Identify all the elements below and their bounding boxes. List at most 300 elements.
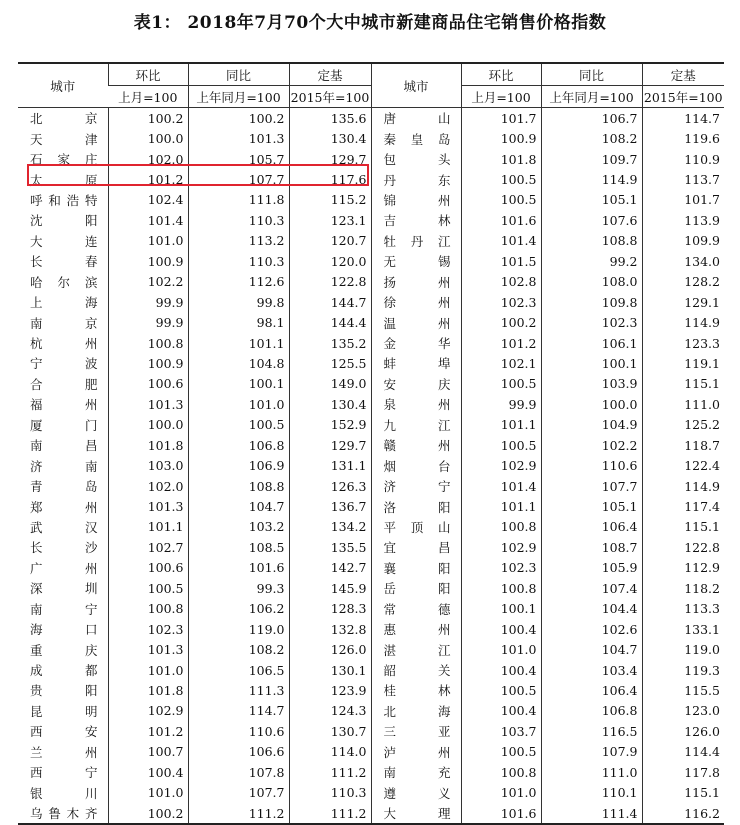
dj-value-left: 152.9 <box>289 415 371 435</box>
hb-value-left: 99.9 <box>108 312 188 332</box>
hb-value-right: 99.9 <box>461 394 541 414</box>
hb-value-left: 100.2 <box>108 803 188 824</box>
tb-value-left: 103.2 <box>188 517 289 537</box>
table-row <box>18 782 724 802</box>
tb-value-left: 108.8 <box>188 476 289 496</box>
hb-value-left: 102.9 <box>108 701 188 721</box>
dj-value-right: 122.4 <box>642 455 724 475</box>
table-row <box>18 149 724 169</box>
tb-value-left: 101.1 <box>188 333 289 353</box>
hb-value-right: 102.1 <box>461 353 541 373</box>
hb-value-right: 100.5 <box>461 169 541 189</box>
hb-value-right: 100.8 <box>461 578 541 598</box>
tb-value-left: 111.3 <box>188 680 289 700</box>
tb-value-right: 104.9 <box>541 415 642 435</box>
city-name-left: 南宁 <box>30 601 98 617</box>
tb-value-right: 106.1 <box>541 333 642 353</box>
city-name-right: 烟台 <box>371 455 461 475</box>
dj-value-right: 119.0 <box>642 639 724 659</box>
dj-value-left: 130.4 <box>289 128 371 148</box>
hb-value-right: 100.2 <box>461 312 541 332</box>
hb-value-right: 101.8 <box>461 149 541 169</box>
tb-value-left: 101.6 <box>188 558 289 578</box>
table-row <box>18 128 724 148</box>
city-name-right: 扬州 <box>371 272 461 292</box>
table-row <box>18 639 724 659</box>
dj-value-left: 123.1 <box>289 210 371 230</box>
city-name-right: 九江 <box>371 415 461 435</box>
dj-value-right: 101.7 <box>642 190 724 210</box>
tb-value-right: 109.8 <box>541 292 642 312</box>
tb-value-right: 103.9 <box>541 374 642 394</box>
tb-value-left: 111.2 <box>188 803 289 824</box>
hb-base-right: 上月=100 <box>461 86 541 108</box>
hb-value-left: 101.0 <box>108 231 188 251</box>
hb-value-right: 102.8 <box>461 272 541 292</box>
dj-value-left: 130.7 <box>289 721 371 741</box>
hb-value-right: 100.4 <box>461 660 541 680</box>
hb-value-right: 101.1 <box>461 415 541 435</box>
table-row <box>18 517 724 537</box>
dj-value-right: 118.2 <box>642 578 724 598</box>
tb-value-left: 110.3 <box>188 251 289 271</box>
table-row <box>18 558 724 578</box>
hb-value-left: 100.8 <box>108 599 188 619</box>
tb-value-right: 106.8 <box>541 701 642 721</box>
table-row <box>18 455 724 475</box>
city-name-right: 宜昌 <box>371 537 461 557</box>
dj-value-right: 122.8 <box>642 537 724 557</box>
city-name-right: 北海 <box>371 701 461 721</box>
table-row <box>18 742 724 762</box>
hb-value-left: 101.8 <box>108 435 188 455</box>
dj-value-right: 126.0 <box>642 721 724 741</box>
dj-value-right: 114.9 <box>642 312 724 332</box>
dj-value-left: 135.2 <box>289 333 371 353</box>
table-row <box>18 578 724 598</box>
hb-value-left: 101.3 <box>108 496 188 516</box>
hb-value-right: 101.7 <box>461 108 541 129</box>
hb-value-right: 101.5 <box>461 251 541 271</box>
city-name-right: 温州 <box>371 312 461 332</box>
dj-value-right: 134.0 <box>642 251 724 271</box>
table-row <box>18 169 724 189</box>
city-name-left: 西安 <box>30 724 98 740</box>
tb-value-right: 107.4 <box>541 578 642 598</box>
hb-value-left: 100.9 <box>108 353 188 373</box>
tb-value-left: 110.3 <box>188 210 289 230</box>
tb-value-right: 102.2 <box>541 435 642 455</box>
table-title: 表1： 2018年7月70个大中城市新建商品住宅销售价格指数 <box>133 13 607 33</box>
tb-value-left: 104.8 <box>188 353 289 373</box>
hb-value-left: 102.4 <box>108 190 188 210</box>
dj-value-left: 123.9 <box>289 680 371 700</box>
dj-value-left: 124.3 <box>289 701 371 721</box>
hb-value-right: 102.9 <box>461 537 541 557</box>
city-name-right: 洛阳 <box>371 496 461 516</box>
table-row <box>18 272 724 292</box>
dj-value-right: 116.2 <box>642 803 724 824</box>
tb-base-left: 上年同月=100 <box>188 86 289 108</box>
city-name-right: 蚌埠 <box>371 353 461 373</box>
hb-value-right: 101.4 <box>461 231 541 251</box>
dj-value-right: 118.7 <box>642 435 724 455</box>
dj-value-right: 117.8 <box>642 762 724 782</box>
hb-value-left: 101.3 <box>108 394 188 414</box>
hb-value-left: 100.6 <box>108 558 188 578</box>
table-row <box>18 251 724 271</box>
dj-value-right: 113.7 <box>642 169 724 189</box>
dj-value-left: 126.3 <box>289 476 371 496</box>
dj-value-right: 133.1 <box>642 619 724 639</box>
tb-value-left: 98.1 <box>188 312 289 332</box>
hb-value-right: 101.0 <box>461 639 541 659</box>
table-row <box>18 210 724 230</box>
city-name-left: 天津 <box>30 131 98 147</box>
city-name-left: 乌鲁木齐 <box>18 803 108 824</box>
city-name-right: 惠州 <box>371 619 461 639</box>
city-name-left: 呼和浩特 <box>30 192 98 208</box>
hb-value-left: 99.9 <box>108 292 188 312</box>
tb-value-right: 102.6 <box>541 619 642 639</box>
city-name-left: 银川 <box>30 785 98 801</box>
city-name-right: 丹东 <box>371 169 461 189</box>
city-name-left: 深圳 <box>30 581 98 597</box>
dj-value-left: 149.0 <box>289 374 371 394</box>
dj-value-right: 113.9 <box>642 210 724 230</box>
dj-value-left: 142.7 <box>289 558 371 578</box>
tb-value-right: 108.8 <box>541 231 642 251</box>
city-name-left: 西宁 <box>30 765 98 781</box>
tb-value-left: 101.0 <box>188 394 289 414</box>
tb-value-left: 107.7 <box>188 782 289 802</box>
hb-value-right: 103.7 <box>461 721 541 741</box>
city-name-left: 海口 <box>30 622 98 638</box>
table-row <box>18 312 724 332</box>
dj-value-left: 110.3 <box>289 782 371 802</box>
city-name-right: 襄阳 <box>371 558 461 578</box>
table-row <box>18 721 724 741</box>
hb-value-right: 100.8 <box>461 517 541 537</box>
hb-value-right: 101.6 <box>461 803 541 824</box>
city-name-left: 南京 <box>30 315 98 331</box>
hb-value-left: 100.5 <box>108 578 188 598</box>
city-name-left: 石家庄 <box>30 152 98 168</box>
hb-value-right: 101.6 <box>461 210 541 230</box>
tb-value-left: 106.9 <box>188 455 289 475</box>
hb-value-left: 101.3 <box>108 639 188 659</box>
city-name-left: 广州 <box>30 560 98 576</box>
tb-value-left: 99.8 <box>188 292 289 312</box>
hb-value-right: 100.5 <box>461 435 541 455</box>
hb-value-left: 100.9 <box>108 251 188 271</box>
tb-value-right: 114.9 <box>541 169 642 189</box>
hb-value-left: 101.0 <box>108 782 188 802</box>
tb-value-left: 106.8 <box>188 435 289 455</box>
tb-base-right: 上年同月=100 <box>541 86 642 108</box>
city-name-left: 合肥 <box>30 376 98 392</box>
tb-value-left: 111.8 <box>188 190 289 210</box>
city-name-left: 贵阳 <box>30 683 98 699</box>
table-row <box>18 803 724 824</box>
hb-header-right: 环比 <box>461 63 541 86</box>
city-header-left: 城市 <box>18 63 108 108</box>
dj-value-right: 114.7 <box>642 108 724 129</box>
city-header-right: 城市 <box>371 63 461 108</box>
hb-base-left: 上月=100 <box>108 86 188 108</box>
city-name-right: 无锡 <box>371 251 461 271</box>
dj-value-left: 111.2 <box>289 803 371 824</box>
dj-value-right: 112.9 <box>642 558 724 578</box>
table-row <box>18 292 724 312</box>
dj-value-right: 114.9 <box>642 476 724 496</box>
hb-value-left: 101.2 <box>108 721 188 741</box>
tb-value-right: 110.1 <box>541 782 642 802</box>
dj-value-right: 129.1 <box>642 292 724 312</box>
city-name-left: 昆明 <box>30 703 98 719</box>
table-row <box>18 599 724 619</box>
tb-value-right: 111.4 <box>541 803 642 824</box>
hb-value-left: 102.7 <box>108 537 188 557</box>
tb-value-left: 114.7 <box>188 701 289 721</box>
hb-value-left: 100.4 <box>108 762 188 782</box>
table-row <box>18 374 724 394</box>
hb-value-right: 102.9 <box>461 455 541 475</box>
tb-value-left: 100.1 <box>188 374 289 394</box>
table-row <box>18 415 724 435</box>
city-name-right: 牡丹江 <box>371 231 461 251</box>
tb-value-left: 108.5 <box>188 537 289 557</box>
hb-value-left: 101.4 <box>108 210 188 230</box>
dj-value-right: 111.0 <box>642 394 724 414</box>
city-name-right: 湛江 <box>371 639 461 659</box>
city-name-right: 安庆 <box>371 374 461 394</box>
dj-value-left: 131.1 <box>289 455 371 475</box>
hb-value-right: 100.4 <box>461 701 541 721</box>
dj-value-left: 136.7 <box>289 496 371 516</box>
hb-value-left: 103.0 <box>108 455 188 475</box>
table-row <box>18 394 724 414</box>
tb-value-right: 102.3 <box>541 312 642 332</box>
table-row <box>18 333 724 353</box>
hb-value-right: 101.0 <box>461 782 541 802</box>
hb-value-left: 100.7 <box>108 742 188 762</box>
tb-value-right: 116.5 <box>541 721 642 741</box>
city-name-right: 赣州 <box>371 435 461 455</box>
hb-value-left: 101.1 <box>108 517 188 537</box>
tb-value-right: 104.4 <box>541 599 642 619</box>
tb-value-left: 104.7 <box>188 496 289 516</box>
hb-value-right: 101.4 <box>461 476 541 496</box>
table-row <box>18 435 724 455</box>
hb-value-left: 101.0 <box>108 660 188 680</box>
tb-value-right: 108.2 <box>541 128 642 148</box>
hb-value-right: 100.5 <box>461 742 541 762</box>
city-name-left: 济南 <box>30 458 98 474</box>
city-name-left: 大连 <box>30 233 98 249</box>
tb-value-left: 108.2 <box>188 639 289 659</box>
tb-value-left: 107.8 <box>188 762 289 782</box>
city-name-right: 韶关 <box>371 660 461 680</box>
hb-value-left: 100.6 <box>108 374 188 394</box>
tb-value-left: 106.2 <box>188 599 289 619</box>
hb-value-right: 100.8 <box>461 762 541 782</box>
dj-value-left: 144.4 <box>289 312 371 332</box>
hb-value-left: 101.2 <box>108 169 188 189</box>
dj-value-left: 144.7 <box>289 292 371 312</box>
dj-value-left: 117.6 <box>289 169 371 189</box>
dj-value-left: 114.0 <box>289 742 371 762</box>
price-index-table <box>18 62 724 825</box>
tb-value-left: 100.2 <box>188 108 289 129</box>
dj-value-left: 135.5 <box>289 537 371 557</box>
tb-value-right: 103.4 <box>541 660 642 680</box>
tb-value-right: 108.7 <box>541 537 642 557</box>
city-name-left: 哈尔滨 <box>30 274 98 290</box>
hb-value-right: 100.4 <box>461 619 541 639</box>
dj-value-right: 113.3 <box>642 599 724 619</box>
tb-value-right: 107.6 <box>541 210 642 230</box>
tb-value-left: 119.0 <box>188 619 289 639</box>
tb-value-right: 106.4 <box>541 680 642 700</box>
city-name-right: 泉州 <box>371 394 461 414</box>
table-row <box>18 496 724 516</box>
dj-value-left: 111.2 <box>289 762 371 782</box>
dj-value-right: 123.0 <box>642 701 724 721</box>
city-name-left: 福州 <box>30 397 98 413</box>
tb-value-right: 111.0 <box>541 762 642 782</box>
header-row-metrics <box>18 63 724 86</box>
tb-value-left: 105.7 <box>188 149 289 169</box>
city-name-right: 南充 <box>371 762 461 782</box>
hb-value-left: 100.0 <box>108 128 188 148</box>
city-name-right: 岳阳 <box>371 578 461 598</box>
dj-value-left: 135.6 <box>289 108 371 129</box>
city-name-left: 太原 <box>30 172 98 188</box>
hb-value-left: 102.0 <box>108 476 188 496</box>
dj-value-right: 115.1 <box>642 782 724 802</box>
city-name-left: 武汉 <box>30 519 98 535</box>
hb-value-left: 102.2 <box>108 272 188 292</box>
tb-value-left: 112.6 <box>188 272 289 292</box>
hb-value-left: 101.8 <box>108 680 188 700</box>
tb-value-left: 101.3 <box>188 128 289 148</box>
hb-value-right: 102.3 <box>461 292 541 312</box>
tb-value-right: 106.4 <box>541 517 642 537</box>
table-row <box>18 231 724 251</box>
city-name-left: 上海 <box>30 295 98 311</box>
tb-value-left: 99.3 <box>188 578 289 598</box>
city-name-left: 北京 <box>30 111 98 127</box>
dj-value-left: 145.9 <box>289 578 371 598</box>
hb-value-right: 100.9 <box>461 128 541 148</box>
dj-value-right: 117.4 <box>642 496 724 516</box>
dj-value-left: 130.4 <box>289 394 371 414</box>
table-row <box>18 476 724 496</box>
hb-value-right: 101.2 <box>461 333 541 353</box>
dj-value-left: 132.8 <box>289 619 371 639</box>
table-row <box>18 190 724 210</box>
tb-value-left: 106.6 <box>188 742 289 762</box>
table-row <box>18 537 724 557</box>
dj-value-left: 122.8 <box>289 272 371 292</box>
tb-value-left: 107.7 <box>188 169 289 189</box>
dj-value-left: 126.0 <box>289 639 371 659</box>
dj-value-right: 125.2 <box>642 415 724 435</box>
city-name-left: 长春 <box>30 254 98 270</box>
dj-value-left: 125.5 <box>289 353 371 373</box>
city-name-left: 郑州 <box>30 499 98 515</box>
city-name-right: 吉林 <box>371 210 461 230</box>
table-row <box>18 701 724 721</box>
tb-value-left: 110.6 <box>188 721 289 741</box>
dj-header-right: 定基 <box>642 63 724 86</box>
dj-base-right: 2015年=100 <box>642 86 724 108</box>
tb-value-right: 105.1 <box>541 190 642 210</box>
dj-value-right: 109.9 <box>642 231 724 251</box>
hb-value-left: 102.3 <box>108 619 188 639</box>
city-name-right: 大理 <box>371 803 461 824</box>
city-name-right: 包头 <box>371 149 461 169</box>
hb-value-right: 102.3 <box>461 558 541 578</box>
city-name-right: 金华 <box>371 333 461 353</box>
city-name-right: 济宁 <box>371 476 461 496</box>
tb-value-right: 100.1 <box>541 353 642 373</box>
tb-value-right: 107.7 <box>541 476 642 496</box>
tb-value-right: 99.2 <box>541 251 642 271</box>
hb-header-left: 环比 <box>108 63 188 86</box>
city-name-right: 泸州 <box>371 742 461 762</box>
city-name-left: 杭州 <box>30 336 98 352</box>
dj-value-right: 123.3 <box>642 333 724 353</box>
dj-header-left: 定基 <box>289 63 371 86</box>
dj-value-right: 115.1 <box>642 517 724 537</box>
tb-value-left: 113.2 <box>188 231 289 251</box>
city-name-right: 遵义 <box>371 782 461 802</box>
city-name-left: 长沙 <box>30 540 98 556</box>
city-name-left: 重庆 <box>30 642 98 658</box>
dj-value-right: 110.9 <box>642 149 724 169</box>
dj-value-right: 115.5 <box>642 680 724 700</box>
dj-value-left: 115.2 <box>289 190 371 210</box>
dj-value-right: 115.1 <box>642 374 724 394</box>
dj-value-right: 114.4 <box>642 742 724 762</box>
city-name-right: 桂林 <box>371 680 461 700</box>
table-row <box>18 762 724 782</box>
dj-value-left: 129.7 <box>289 149 371 169</box>
hb-value-right: 100.5 <box>461 190 541 210</box>
city-name-left: 宁波 <box>30 356 98 372</box>
city-name-right: 常德 <box>371 599 461 619</box>
city-name-right: 唐山 <box>371 108 461 129</box>
dj-value-right: 128.2 <box>642 272 724 292</box>
tb-value-right: 100.0 <box>541 394 642 414</box>
tb-value-right: 107.9 <box>541 742 642 762</box>
hb-value-left: 102.0 <box>108 149 188 169</box>
tb-value-right: 105.9 <box>541 558 642 578</box>
hb-value-right: 100.5 <box>461 680 541 700</box>
dj-value-left: 120.0 <box>289 251 371 271</box>
tb-value-right: 108.0 <box>541 272 642 292</box>
tb-value-right: 110.6 <box>541 455 642 475</box>
city-name-left: 青岛 <box>30 479 98 495</box>
dj-base-left: 2015年=100 <box>289 86 371 108</box>
city-name-left: 成都 <box>30 663 98 679</box>
table-row <box>18 353 724 373</box>
table-body <box>18 108 724 825</box>
tb-value-right: 106.7 <box>541 108 642 129</box>
tb-value-left: 106.5 <box>188 660 289 680</box>
